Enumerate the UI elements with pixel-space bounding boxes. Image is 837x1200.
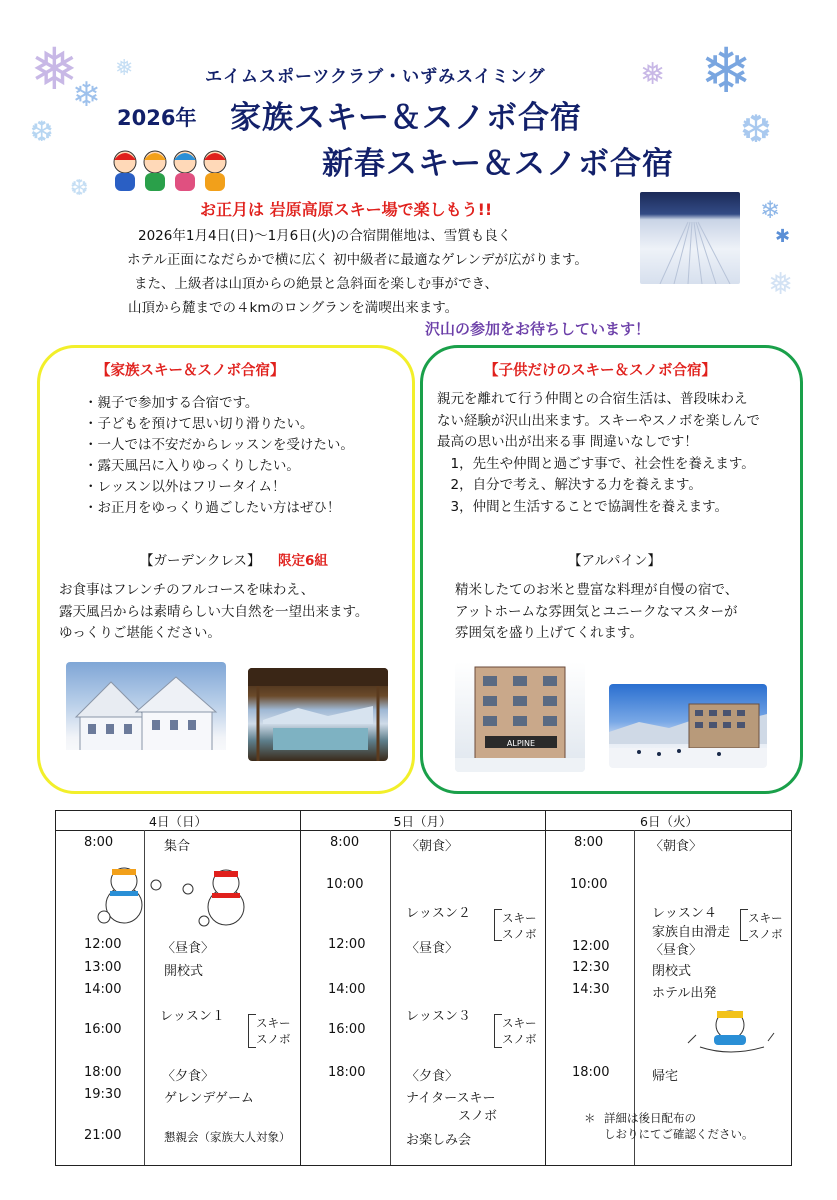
- event-cell: 〈朝食〉: [650, 839, 703, 854]
- intro-line: 山頂から麓までの４kmのロングランを満喫出来ます。: [128, 300, 459, 316]
- event-cell: 〈昼食〉: [162, 941, 215, 956]
- family-camp-title: 【家族スキー＆スノボ合宿】: [94, 359, 287, 380]
- snowflake-icon: ❅: [30, 35, 79, 103]
- intro-line: ホテル正面になだらかで横に広く 初中級者に最適なゲレンデが広がります。: [127, 252, 588, 268]
- brace: [248, 1014, 256, 1048]
- invitation-text: 沢山の参加をお待ちしています！: [425, 320, 651, 338]
- family-hotel-name: 【ガーデンクレス】: [140, 553, 261, 569]
- kids-camp-title: 【子供だけのスキー＆スノボ合宿】: [482, 359, 718, 380]
- time-cell: 8:00: [330, 835, 360, 850]
- event-cell: 家族自由滑走: [652, 925, 731, 940]
- event-cell: 懇親会（家族大人対象）: [164, 1130, 291, 1144]
- para-line: 2，自分で考え、解決する力を養えます。: [437, 477, 702, 493]
- family-hotel-description: [59, 580, 368, 645]
- snowboard-label: スノボ: [502, 927, 537, 941]
- list-item: ・お正月をゆっくり過ごしたい方はぜひ！: [84, 500, 341, 516]
- kids-hotel-name: 【アルパイン】: [568, 553, 662, 569]
- hotel-sign: ALPINE: [506, 739, 536, 748]
- desc-line: 雰囲気を盛り上げてくれます。: [455, 625, 643, 641]
- snowflake-icon: ❅: [640, 57, 666, 92]
- time-cell: 8:00: [84, 835, 114, 850]
- hotel-exterior-photo: [66, 662, 226, 767]
- schedule-table: [55, 810, 792, 1166]
- ski-label: スキー: [502, 1016, 537, 1030]
- event-cell: 〈昼食〉: [650, 943, 703, 958]
- time-cell: 16:00: [328, 1022, 366, 1037]
- snowflake-icon: ✱: [775, 226, 791, 247]
- ski-label: スキー: [256, 1016, 291, 1030]
- time-cell: 8:00: [574, 835, 604, 850]
- snowflake-icon: ❄: [700, 34, 752, 107]
- ski-label: スキー: [502, 911, 537, 925]
- para-line: 1，先生や仲間と過ごす事で、社会性を養えます。: [437, 455, 755, 472]
- event-cell: レッスン３: [406, 1009, 471, 1024]
- event-cell: 〈夕食〉: [162, 1069, 215, 1084]
- snowflake-icon: ❅: [115, 56, 134, 81]
- catch-copy: お正月は 岩原高原スキー場で楽しもう!!: [200, 200, 493, 219]
- snowboard-label: スノボ: [502, 1032, 537, 1046]
- list-item: ・レッスン以外はフリータイム！: [84, 479, 286, 495]
- brace: [494, 909, 502, 941]
- snowman-sled-illustration: [684, 1003, 776, 1057]
- event-cell: レッスン２: [406, 906, 471, 921]
- brace: [740, 909, 748, 941]
- time-cell: 12:30: [572, 960, 610, 975]
- event-year: 2026年: [117, 106, 197, 130]
- intro-text: [128, 224, 588, 320]
- time-cell: 13:00: [84, 960, 122, 975]
- children-illustration: [103, 148, 238, 194]
- event-cell: ナイタースキー: [406, 1091, 496, 1106]
- event-cell: レッスン４: [652, 906, 717, 921]
- snowflake-icon: ❄: [72, 75, 101, 115]
- para-line: 3，仲間と生活することで協調性を養えます。: [437, 498, 729, 515]
- para-line: 親元を離れて行う仲間との合宿生活は、普段味わえ: [437, 391, 748, 407]
- time-cell: 10:00: [326, 877, 364, 892]
- list-item: ・子どもを預けて思い切り滑りたい。: [84, 416, 314, 432]
- event-cell: 〈昼食〉: [406, 941, 459, 956]
- para-line: ない経験が沢山出来ます。スキーやスノボを楽しんで: [437, 412, 760, 429]
- desc-line: お食事はフレンチのフルコースを味わえ、: [59, 582, 315, 598]
- snowflake-icon: ❄: [760, 196, 781, 224]
- time-cell: 16:00: [84, 1022, 122, 1037]
- time-cell: 18:00: [328, 1065, 366, 1080]
- event-cell: 開校式: [164, 964, 204, 979]
- day-header: 6日（火）: [640, 814, 698, 829]
- snowflake-icon: ❆: [30, 115, 54, 148]
- time-cell: 21:00: [84, 1128, 122, 1143]
- event-cell: 閉校式: [652, 964, 692, 979]
- club-name: エイムスポーツクラブ・いずみスイミング: [205, 67, 546, 87]
- event-cell: スノボ: [458, 1109, 498, 1124]
- snowboard-label: スノボ: [256, 1032, 291, 1046]
- ski-slope-photo: [640, 192, 740, 284]
- family-camp-features: [84, 393, 354, 519]
- brace: [494, 1014, 502, 1048]
- day-header: 4日（日）: [149, 814, 207, 829]
- page-title: 家族スキー＆スノボ合宿: [230, 100, 582, 136]
- ski-label: スキー: [748, 911, 783, 925]
- desc-line: ゆっくりご堪能ください。: [59, 625, 221, 641]
- snowflake-icon: ❆: [740, 107, 772, 151]
- event-cell: 集合: [164, 839, 191, 854]
- snowflake-icon: ❅: [768, 267, 794, 302]
- time-cell: 18:00: [84, 1065, 122, 1080]
- event-cell: ゲレンデゲーム: [164, 1091, 254, 1106]
- event-cell: お楽しみ会: [406, 1133, 472, 1148]
- event-cell: レッスン１: [160, 1009, 225, 1024]
- page-subtitle: 新春スキー＆スノボ合宿: [322, 146, 674, 182]
- time-cell: 14:00: [84, 982, 122, 997]
- para-line: 最高の思い出が出来る事 間違いなしです！: [437, 434, 698, 450]
- time-cell: 14:00: [328, 982, 366, 997]
- time-cell: 12:00: [328, 937, 366, 952]
- snowman-illustration: [96, 863, 276, 927]
- time-cell: 14:30: [572, 982, 610, 997]
- note-mark: ＊: [584, 1111, 596, 1125]
- intro-line: また、上級者は山頂からの絶景と急斜面を楽しむ事ができ、: [134, 276, 498, 292]
- intro-line: 2026年1月4日(日)～1月6日(火)の合宿開催地は、雪質も良く: [138, 228, 512, 244]
- time-cell: 12:00: [84, 937, 122, 952]
- note-line: しおりにてご確認ください。: [604, 1127, 754, 1141]
- time-cell: 18:00: [572, 1065, 610, 1080]
- list-item: ・一人では不安だからレッスンを受けたい。: [84, 437, 354, 453]
- time-cell: 10:00: [570, 877, 608, 892]
- desc-line: アットホームな雰囲気とユニークなマスターが: [455, 603, 738, 620]
- ski-resort-photo: [609, 684, 767, 768]
- time-cell: 12:00: [572, 939, 610, 954]
- time-cell: 19:30: [84, 1087, 122, 1102]
- open-air-bath-photo: [248, 668, 388, 761]
- event-cell: ホテル出発: [652, 986, 717, 1001]
- snowboard-label: スノボ: [748, 927, 783, 941]
- kids-camp-description: [437, 389, 760, 518]
- event-cell: 〈朝食〉: [406, 839, 459, 854]
- desc-line: 精米したてのお米と豊富な料理が自慢の宿で、: [455, 582, 739, 598]
- capacity-badge: 限定6組: [278, 553, 328, 569]
- alpine-hotel-photo: [455, 662, 585, 772]
- snowflake-icon: ❆: [70, 176, 89, 201]
- day-header: 5日（月）: [393, 814, 452, 829]
- event-cell: 〈夕食〉: [406, 1069, 459, 1084]
- note-line: 詳細は後日配布の: [604, 1111, 696, 1125]
- list-item: ・親子で参加する合宿です。: [84, 395, 259, 411]
- desc-line: 露天風呂からは素晴らしい大自然を一望出来ます。: [59, 603, 369, 620]
- list-item: ・露天風呂に入りゆっくりしたい。: [84, 458, 300, 474]
- event-cell: 帰宅: [652, 1069, 679, 1084]
- kids-hotel-description: [455, 580, 738, 645]
